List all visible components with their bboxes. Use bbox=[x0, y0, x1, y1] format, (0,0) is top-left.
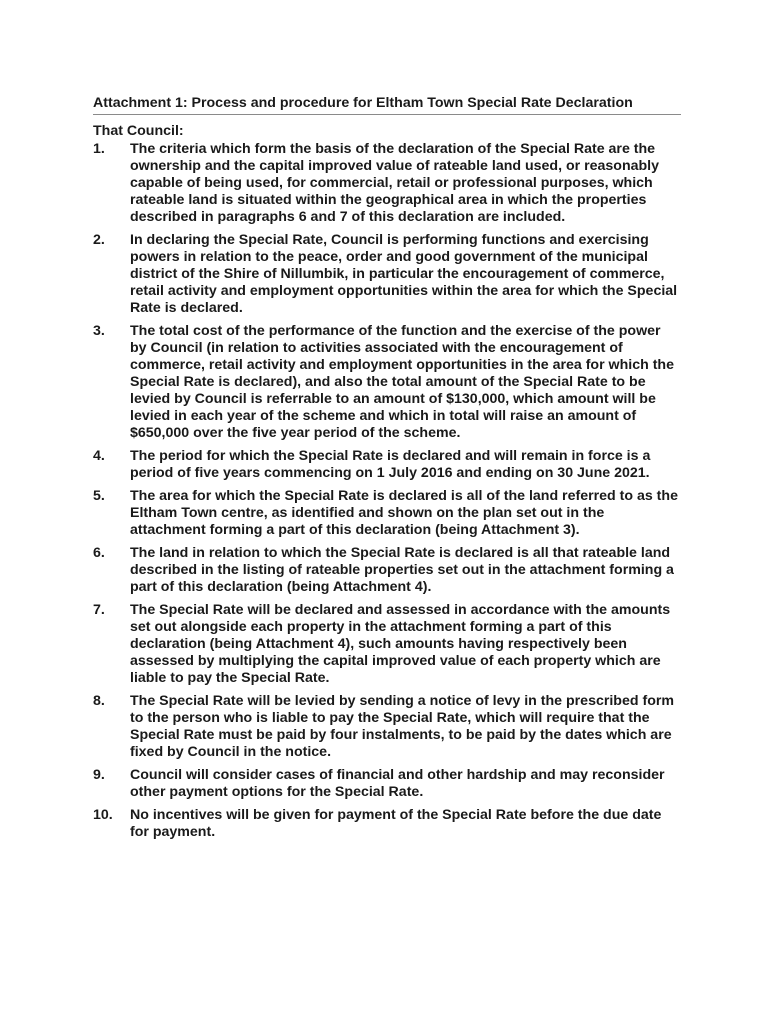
item-number: 7. bbox=[93, 602, 105, 618]
item-number: 1. bbox=[93, 141, 105, 157]
document-page bbox=[93, 95, 681, 847]
title-divider bbox=[93, 114, 681, 115]
item-text: No incentives will be given for payment of the Special Rate before the due date for payment. bbox=[130, 807, 662, 840]
item-text: The criteria which form the basis of the declaration of the Special Rate are the ownership and the capital improved value of rateable land used, or reasonably capable of being used, for commercial, retail or professional purposes, which rateable land is situated within the geographical area in which the properties described in paragraphs 6 and 7 of this declaration are included. bbox=[130, 141, 660, 225]
item-number: 4. bbox=[93, 448, 105, 464]
list-item bbox=[93, 602, 681, 687]
item-number: 2. bbox=[93, 232, 105, 248]
item-number: 9. bbox=[93, 767, 105, 783]
item-number: 10. bbox=[93, 807, 113, 823]
item-text: The area for which the Special Rate is declared is all of the land referred to as the Eltham Town centre, as identified and shown on the plan set out in the attachment forming a part of this declaration (being Attachment 3). bbox=[130, 488, 678, 538]
list-item bbox=[93, 323, 681, 442]
item-text: The period for which the Special Rate is declared and will remain in force is a period of five years commencing on 1 July 2016 and ending on 30 June 2021. bbox=[130, 448, 651, 481]
list-item bbox=[93, 141, 681, 226]
list-item bbox=[93, 807, 681, 841]
item-number: 5. bbox=[93, 488, 105, 504]
item-text: The land in relation to which the Special Rate is declared is all that rateable land described in the listing of rateable properties set out in the attachment forming a part of this declaration (being Attachment 4). bbox=[130, 545, 674, 595]
list-item bbox=[93, 693, 681, 761]
item-text: In declaring the Special Rate, Council is performing functions and exercising powers in relation to the peace, order and good government of the municipal district of the Shire of Nillumbik, in particular the encouragement of commerce, retail activity and employment opportunities within the area for which the Special Rate is declared. bbox=[130, 232, 678, 316]
list-item bbox=[93, 448, 681, 482]
list-item bbox=[93, 488, 681, 539]
resolution-list bbox=[93, 141, 681, 841]
list-item bbox=[93, 767, 681, 801]
item-text: Council will consider cases of financial and other hardship and may reconsider other payment options for the Special Rate. bbox=[130, 767, 665, 800]
list-item bbox=[93, 545, 681, 596]
document-title: Attachment 1: Process and procedure for Eltham Town Special Rate Declaration bbox=[93, 95, 633, 111]
item-text: The Special Rate will be declared and assessed in accordance with the amounts set out alongside each property in the attachment forming a part of this declaration (being Attachment 4), such amounts having respectively been assessed by multiplying the capital improved value of each property which are liable to pay the Special Rate. bbox=[130, 602, 671, 686]
item-number: 8. bbox=[93, 693, 105, 709]
list-item bbox=[93, 232, 681, 317]
item-number: 6. bbox=[93, 545, 105, 561]
item-text: The Special Rate will be levied by sending a notice of levy in the prescribed form to the person who is liable to pay the Special Rate, which will require that the Special Rate must be paid by four instalments, to be paid by the dates which are fixed by Council in the notice. bbox=[130, 693, 675, 760]
item-number: 3. bbox=[93, 323, 105, 339]
item-text: The total cost of the performance of the function and the exercise of the power by Council (in relation to activities associated with the encouragement of commerce, retail activity and employment opportunities in the area for which the Special Rate is declared), and also the total amount of the Special Rate to be levied by Council is referrable to an amount of $130,000, which amount will be levied in each year of the scheme and which in total will raise an amount of $650,000 over the five year period of the scheme. bbox=[130, 323, 674, 441]
intro-text: That Council: bbox=[93, 123, 184, 139]
